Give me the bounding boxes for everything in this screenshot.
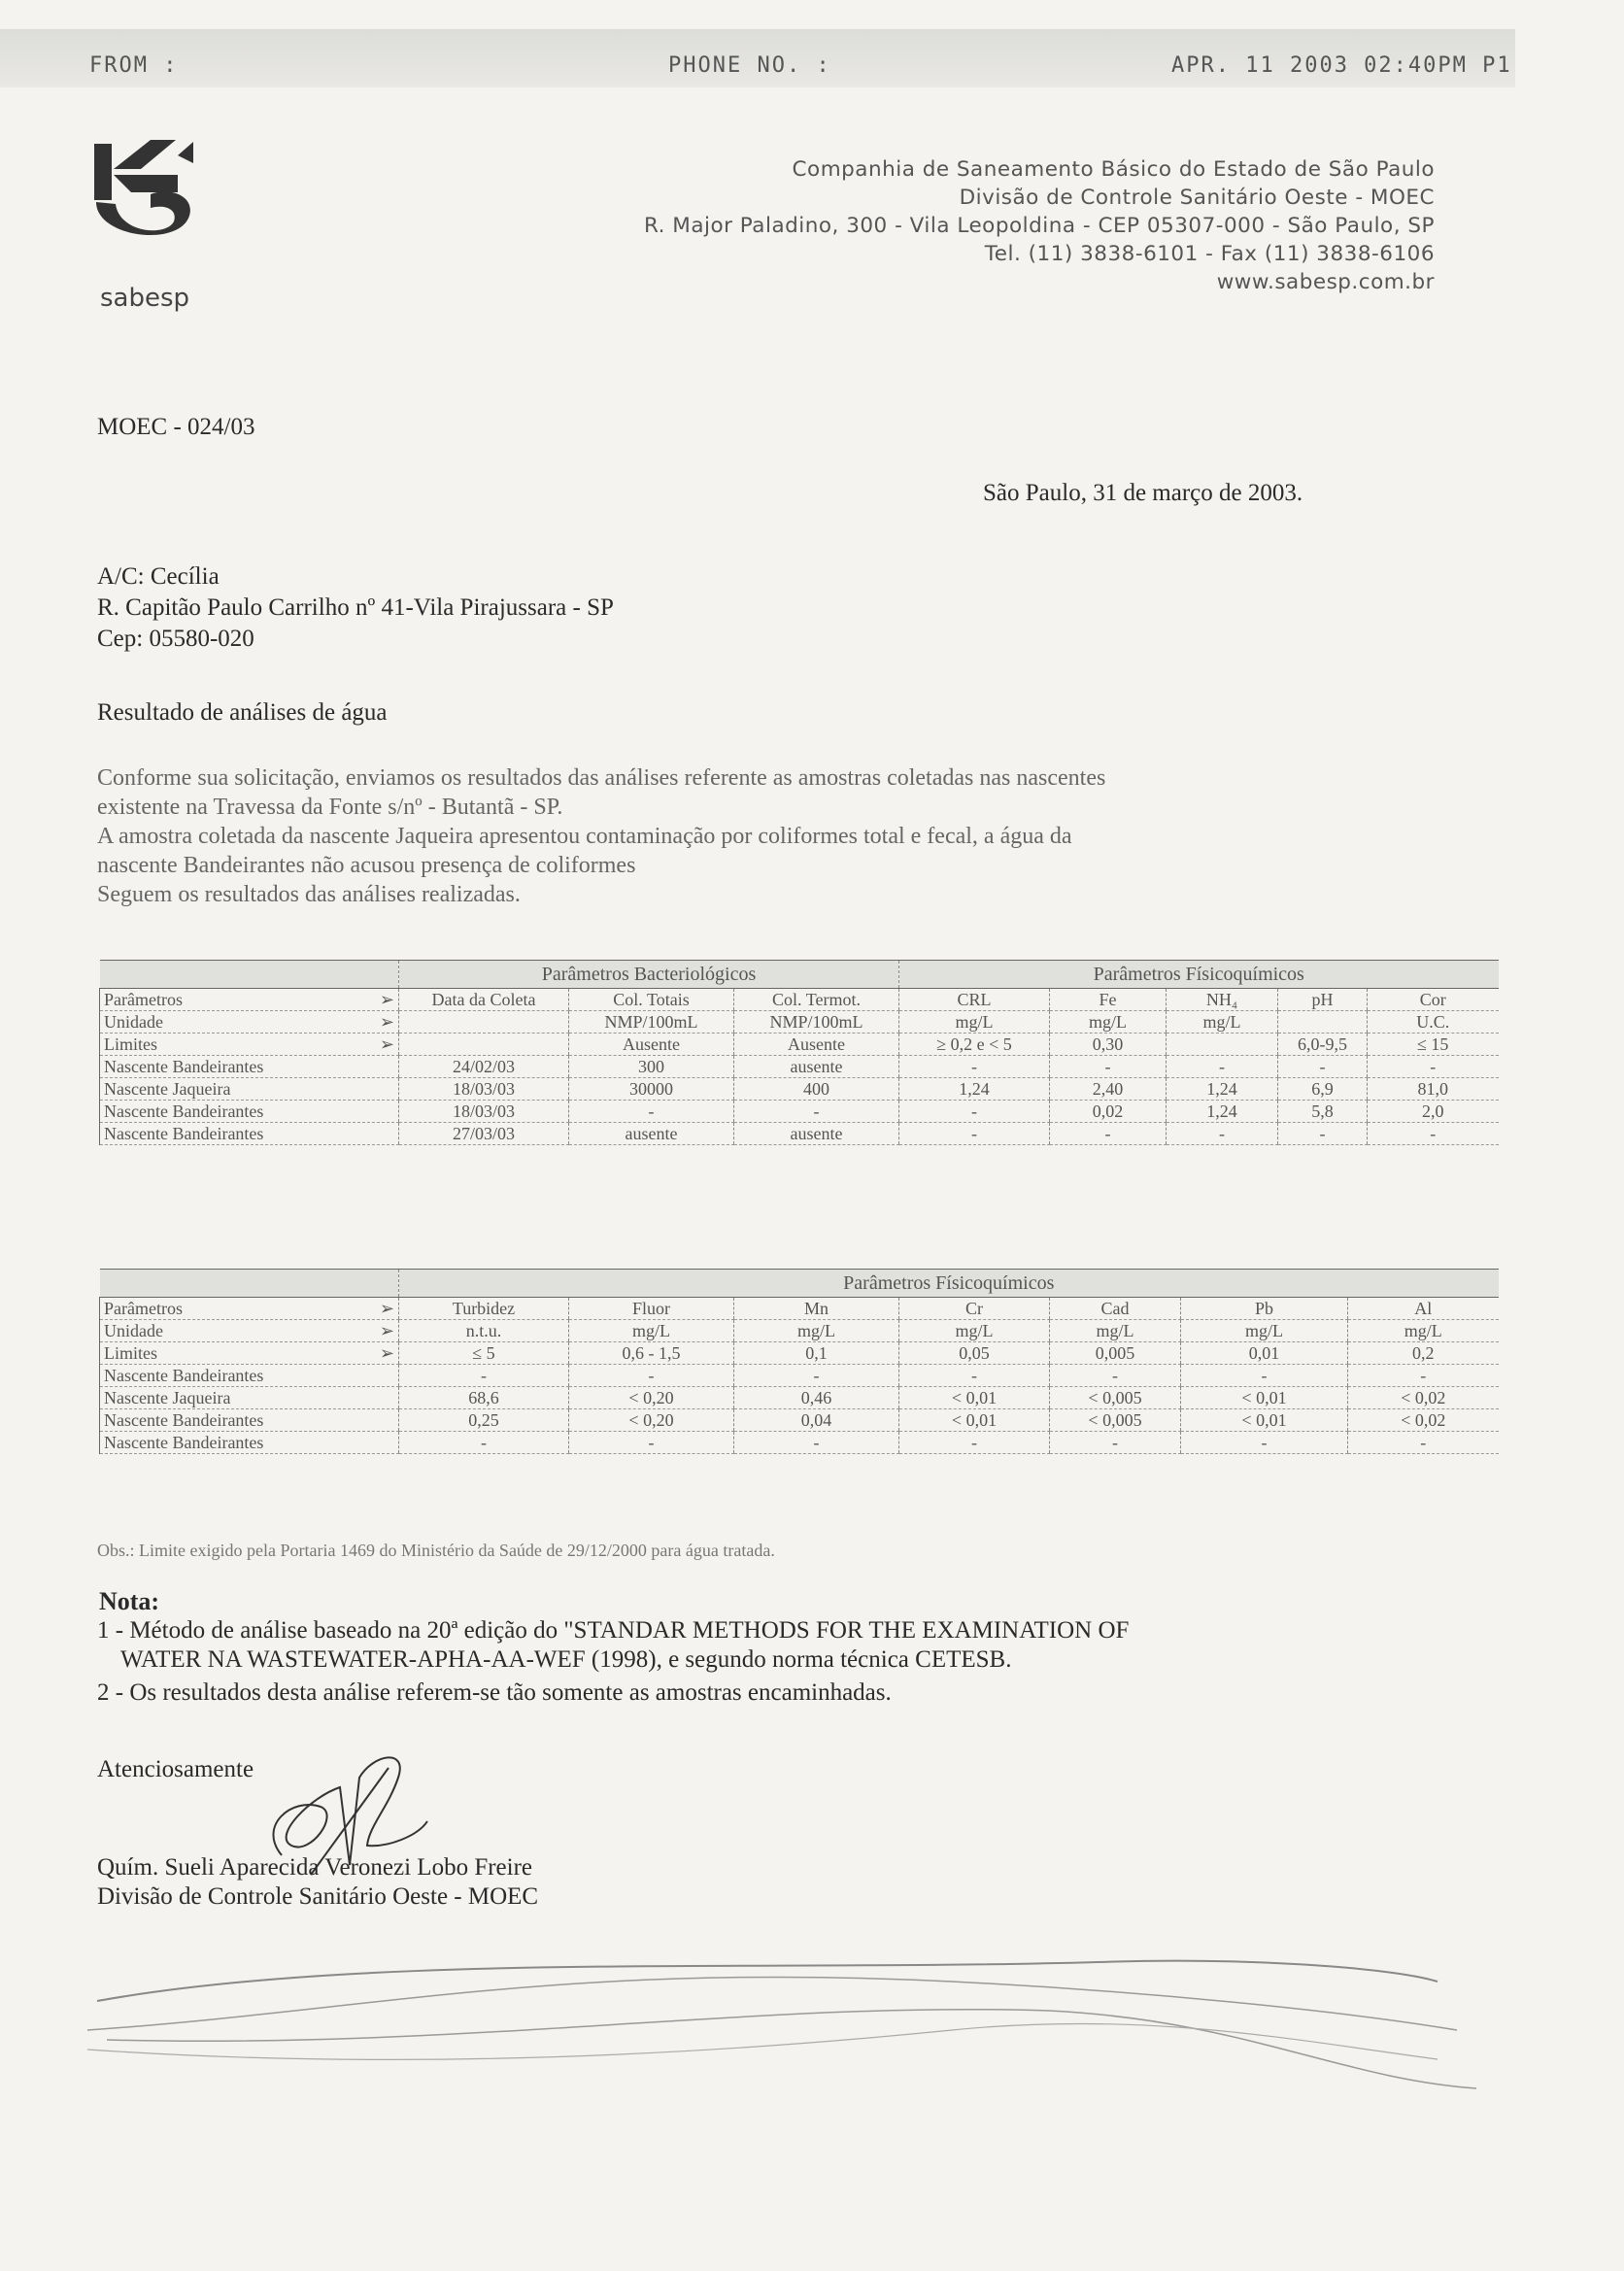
cell: - xyxy=(1278,1123,1368,1145)
cell: - xyxy=(734,1101,899,1123)
cell: 0,46 xyxy=(734,1387,899,1409)
col-unit xyxy=(1278,1011,1368,1034)
col-unit: mg/L xyxy=(1050,1011,1167,1034)
arrow-icon: ➢ xyxy=(379,1034,394,1054)
nota-item: 1 - Método de análise baseado na 20ª edição do "STANDAR METHODS FOR THE EXAMINATION OF xyxy=(97,1617,1130,1644)
col-limit: 0,30 xyxy=(1050,1034,1167,1056)
results-table-1 xyxy=(99,960,1499,1145)
group-physicochemical: Parâmetros Físicoquímicos xyxy=(899,961,1499,989)
cell: < 0,02 xyxy=(1348,1409,1499,1432)
col-limit: 0,6 - 1,5 xyxy=(569,1342,734,1365)
table-row xyxy=(100,1078,1499,1101)
arrow-icon: ➢ xyxy=(379,989,394,1009)
arrow-icon: ➢ xyxy=(379,1342,394,1363)
company-division: Divisão de Controle Sanitário Oeste - MOEC xyxy=(959,186,1435,210)
cell: 0,25 xyxy=(399,1409,569,1432)
cell: - xyxy=(1050,1123,1167,1145)
nota-item: 2 - Os resultados desta análise referem-se tão somente as amostras encaminhadas. xyxy=(97,1679,892,1706)
fax-timestamp: APR. 11 2003 02:40PM P1 xyxy=(1171,53,1512,78)
signer-name: Quím. Sueli Aparecida Veronezi Lobo Freire xyxy=(97,1854,533,1881)
cell: 1,24 xyxy=(1167,1078,1278,1101)
recipient-address xyxy=(97,561,614,655)
signer-division: Divisão de Controle Sanitário Oeste - MOEC xyxy=(97,1883,539,1910)
col-limit: 0,05 xyxy=(899,1342,1050,1365)
col-header: Turbidez xyxy=(399,1298,569,1320)
cell: < 0,01 xyxy=(899,1409,1050,1432)
sample-name: Nascente Jaqueira xyxy=(100,1387,399,1409)
cell: < 0,20 xyxy=(569,1409,734,1432)
fax-phone: PHONE NO. : xyxy=(668,53,831,78)
cell: - xyxy=(1050,1365,1181,1387)
row-label-unit: Unidade ➢ xyxy=(100,1011,399,1034)
sample-name: Nascente Bandeirantes xyxy=(100,1365,399,1387)
arrow-icon: ➢ xyxy=(379,1011,394,1032)
cell: - xyxy=(1167,1123,1278,1145)
group-physicochemical: Parâmetros Físicoquímicos xyxy=(399,1270,1499,1298)
cell: 0,02 xyxy=(1050,1101,1167,1123)
cell: 400 xyxy=(734,1078,899,1101)
cell: - xyxy=(1278,1056,1368,1078)
cell: - xyxy=(899,1123,1050,1145)
recipient-street: R. Capitão Paulo Carrilho nº 41-Vila Pirajussara - SP xyxy=(97,594,614,621)
col-limit: 0,005 xyxy=(1050,1342,1181,1365)
cell: 1,24 xyxy=(899,1078,1050,1101)
col-limit: ≤ 5 xyxy=(399,1342,569,1365)
cell: - xyxy=(1167,1056,1278,1078)
sample-name: Nascente Bandeirantes xyxy=(100,1101,399,1123)
table-row xyxy=(100,1123,1499,1145)
col-limit: 0,01 xyxy=(1181,1342,1348,1365)
col-unit: mg/L xyxy=(1167,1011,1278,1034)
body-line: Conforme sua solicitação, enviamos os resultados das análises referente as amostras coletadas nas nascentes xyxy=(97,765,1106,791)
cell: - xyxy=(569,1432,734,1454)
cell: - xyxy=(1050,1432,1181,1454)
company-website: www.sabesp.com.br xyxy=(1216,270,1435,294)
body-line: A amostra coletada da nascente Jaqueira apresentou contaminação por coliformes total e fecal, a água da xyxy=(97,824,1072,849)
cell: 24/02/03 xyxy=(399,1056,569,1078)
col-header: Cor xyxy=(1368,989,1499,1011)
cell: 2,40 xyxy=(1050,1078,1167,1101)
brand-name: sabesp xyxy=(100,284,190,313)
sample-name: Nascente Jaqueira xyxy=(100,1078,399,1101)
col-header: Cad xyxy=(1050,1298,1181,1320)
arrow-icon: ➢ xyxy=(379,1298,394,1318)
row-label-limits: Limites ➢ xyxy=(100,1342,399,1365)
cell: - xyxy=(569,1365,734,1387)
company-address: R. Major Paladino, 300 - Vila Leopoldina - CEP 05307-000 - São Paulo, SP xyxy=(643,214,1435,238)
cell: < 0,01 xyxy=(1181,1409,1348,1432)
col-limit: ≥ 0,2 e < 5 xyxy=(899,1034,1050,1056)
cell: < 0,01 xyxy=(899,1387,1050,1409)
nota-item: WATER NA WASTEWATER-APHA-AA-WEF (1998), e segundo norma técnica CETESB. xyxy=(120,1646,1012,1673)
col-header: Al xyxy=(1348,1298,1499,1320)
col-header: Col. Termot. xyxy=(734,989,899,1011)
nota-title: Nota: xyxy=(99,1587,160,1615)
cell: 18/03/03 xyxy=(399,1078,569,1101)
cell: 18/03/03 xyxy=(399,1101,569,1123)
table-row xyxy=(100,1365,1499,1387)
col-unit: mg/L xyxy=(569,1320,734,1342)
subject-line: Resultado de análises de água xyxy=(97,699,388,726)
cell: 6,9 xyxy=(1278,1078,1368,1101)
col-limit: 6,0-9,5 xyxy=(1278,1034,1368,1056)
fax-from: FROM : xyxy=(89,53,179,78)
observation-note: Obs.: Limite exigido pela Portaria 1469 do Ministério da Saúde de 29/12/2000 para água tratada. xyxy=(97,1541,775,1560)
cell: 1,24 xyxy=(1167,1101,1278,1123)
cell: - xyxy=(1181,1432,1348,1454)
recipient-attn: A/C: Cecília xyxy=(97,563,220,590)
cell: < 0,01 xyxy=(1181,1387,1348,1409)
cell: < 0,005 xyxy=(1050,1387,1181,1409)
cell: - xyxy=(899,1056,1050,1078)
col-header: Mn xyxy=(734,1298,899,1320)
col-unit: mg/L xyxy=(1348,1320,1499,1342)
body-line: nascente Bandeirantes não acusou presença de coliformes xyxy=(97,853,636,878)
col-header: NH₄ xyxy=(1167,989,1278,1011)
row-label-unit: Unidade ➢ xyxy=(100,1320,399,1342)
sample-name: Nascente Bandeirantes xyxy=(100,1409,399,1432)
company-phone: Tel. (11) 3838-6101 - Fax (11) 3838-6106 xyxy=(984,242,1435,266)
company-header xyxy=(644,155,1435,296)
col-limit: 0,1 xyxy=(734,1342,899,1365)
cell: - xyxy=(399,1365,569,1387)
col-limit: ≤ 15 xyxy=(1368,1034,1499,1056)
col-header: Col. Totais xyxy=(569,989,734,1011)
cell: ausente xyxy=(569,1123,734,1145)
col-header: Cr xyxy=(899,1298,1050,1320)
col-unit: NMP/100mL xyxy=(569,1011,734,1034)
col-header: Fluor xyxy=(569,1298,734,1320)
cell: 30000 xyxy=(569,1078,734,1101)
cell: < 0,005 xyxy=(1050,1409,1181,1432)
row-label-params: Parâmetros ➢ xyxy=(100,1298,399,1320)
col-unit: mg/L xyxy=(899,1011,1050,1034)
arrow-icon: ➢ xyxy=(379,1320,394,1340)
document-reference: MOEC - 024/03 xyxy=(97,414,255,440)
cell: - xyxy=(399,1432,569,1454)
col-header: pH xyxy=(1278,989,1368,1011)
col-unit: mg/L xyxy=(1050,1320,1181,1342)
cell: 68,6 xyxy=(399,1387,569,1409)
cell: - xyxy=(1368,1056,1499,1078)
table-row xyxy=(100,1056,1499,1078)
decorative-lines xyxy=(78,1943,1486,2098)
col-unit: mg/L xyxy=(1181,1320,1348,1342)
cell: - xyxy=(569,1101,734,1123)
col-limit: 0,2 xyxy=(1348,1342,1499,1365)
sample-name: Nascente Bandeirantes xyxy=(100,1432,399,1454)
col-header: CRL xyxy=(899,989,1050,1011)
closing: Atenciosamente xyxy=(97,1756,254,1782)
cell: - xyxy=(899,1432,1050,1454)
col-unit: U.C. xyxy=(1368,1011,1499,1034)
cell: - xyxy=(1368,1123,1499,1145)
col-unit: NMP/100mL xyxy=(734,1011,899,1034)
col-header: Fe xyxy=(1050,989,1167,1011)
col-header: Data da Coleta xyxy=(399,989,569,1011)
table-row xyxy=(100,1432,1499,1454)
col-limit: Ausente xyxy=(569,1034,734,1056)
cell: - xyxy=(899,1101,1050,1123)
group-bacteriological: Parâmetros Bacteriológicos xyxy=(399,961,899,989)
table-row xyxy=(100,1101,1499,1123)
col-limit xyxy=(1167,1034,1278,1056)
cell: - xyxy=(1348,1365,1499,1387)
cell: - xyxy=(899,1365,1050,1387)
cell: 5,8 xyxy=(1278,1101,1368,1123)
table-row xyxy=(100,1409,1499,1432)
row-label-params: Parâmetros ➢ xyxy=(100,989,399,1011)
table-row xyxy=(100,1387,1499,1409)
cell: 300 xyxy=(569,1056,734,1078)
col-limit: Ausente xyxy=(734,1034,899,1056)
row-label-limits: Limites ➢ xyxy=(100,1034,399,1056)
cell: 2,0 xyxy=(1368,1101,1499,1123)
sabesp-logo-icon xyxy=(92,136,199,253)
body-line: existente na Travessa da Fonte s/nº - Butantã - SP. xyxy=(97,795,563,820)
cell: < 0,20 xyxy=(569,1387,734,1409)
cell: - xyxy=(1181,1365,1348,1387)
letter-body xyxy=(97,763,1105,909)
cell: ausente xyxy=(734,1056,899,1078)
results-table-2 xyxy=(99,1269,1499,1454)
sample-name: Nascente Bandeirantes xyxy=(100,1056,399,1078)
cell: 0,04 xyxy=(734,1409,899,1432)
col-unit xyxy=(399,1011,569,1034)
col-unit: n.t.u. xyxy=(399,1320,569,1342)
signer-block xyxy=(97,1853,538,1912)
cell: - xyxy=(1050,1056,1167,1078)
sample-name: Nascente Bandeirantes xyxy=(100,1123,399,1145)
cell: - xyxy=(734,1365,899,1387)
cell: 81,0 xyxy=(1368,1078,1499,1101)
body-line: Seguem os resultados das análises realizadas. xyxy=(97,882,521,907)
col-limit xyxy=(399,1034,569,1056)
col-header: Pb xyxy=(1181,1298,1348,1320)
document-date: São Paulo, 31 de março de 2003. xyxy=(983,480,1303,506)
recipient-cep: Cep: 05580-020 xyxy=(97,626,254,652)
company-name: Companhia de Saneamento Básico do Estado de São Paulo xyxy=(792,157,1435,182)
col-unit: mg/L xyxy=(899,1320,1050,1342)
cell: 27/03/03 xyxy=(399,1123,569,1145)
cell: - xyxy=(734,1432,899,1454)
cell: ausente xyxy=(734,1123,899,1145)
cell: < 0,02 xyxy=(1348,1387,1499,1409)
col-unit: mg/L xyxy=(734,1320,899,1342)
cell: - xyxy=(1348,1432,1499,1454)
